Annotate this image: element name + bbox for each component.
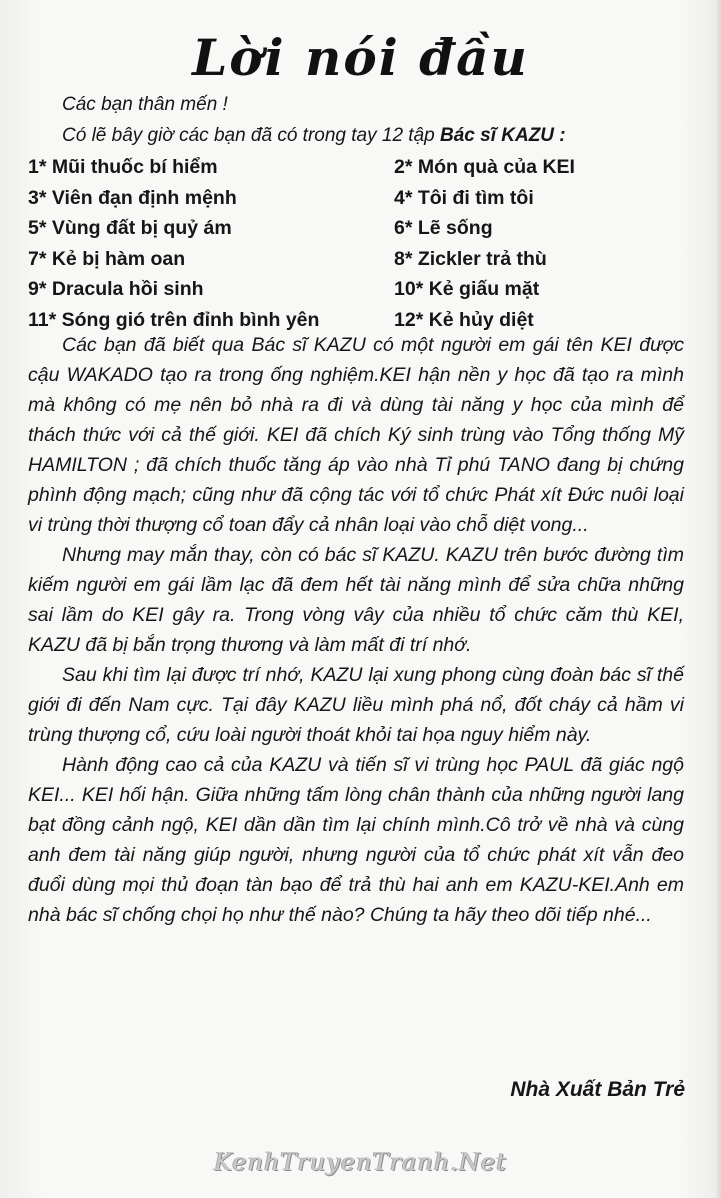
volume-item: 12* Kẻ hủy diệt [394, 308, 534, 331]
volume-item: 11* Sóng gió trên đỉnh bình yên [28, 308, 320, 331]
volume-item: 10* Kẻ giấu mặt [394, 278, 540, 300]
paragraph: Các bạn đã biết qua Bác sĩ KAZU có một người em gái tên KEI được cậu WAKADO tạo ra trong ống nghiệm.KEI hận nền y học đã tạo ra mình mà không có mẹ nên bỏ nhà ra đi và dùng tài năng y học của mình để thách thức với cả thế giới. KEI đã chích Ký sinh trùng vào Tổng thống Mỹ HAMILTON ; đã chích thuốc tăng áp vào nhà Tỉ phú TANO đang bị chứng phình động mạch; cũng như đã cộng tác với tổ chức Phát xít Đức nuôi loại vi trùng thời thượng cổ toan đẩy cả nhân loại vào chỗ diệt vong... [28, 334, 684, 536]
intro-line [62, 125, 566, 147]
scan-edge-shadow [715, 0, 721, 1198]
volume-item: 9* Dracula hồi sinh [28, 278, 204, 300]
volume-item: 7* Kẻ bị hàm oan [28, 247, 186, 270]
body-text [28, 330, 684, 930]
volume-list [28, 152, 708, 335]
publisher-signature: Nhà Xuất Bản Trẻ [510, 1078, 685, 1101]
paragraph: Sau khi tìm lại được trí nhớ, KAZU lại xung phong cùng đoàn bác sĩ thế giới đi đến Nam cực. Tại đây KAZU liều mình phá nổ, đốt cháy cả hầm vi trùng thượng cổ, cứu loài người thoát khỏi tai họa nguy hiểm này. [28, 664, 684, 746]
greeting: Các bạn thân mến ! [62, 94, 228, 115]
paragraph: Hành động cao cả của KAZU và tiến sĩ vi trùng học PAUL đã giác ngộ KEI... KEI hối hận. Giữa những tấm lòng chân thành của những người lang bạt đồng cảnh ngộ, KEI dần dần tìm lại chính mình.Cô trở về nhà và cùng anh đem tài năng giúp người, nhưng người của tổ chức phát xít vẫn đeo đuổi dùng mọi thủ đoạn tàn bạo để trả thù hai anh em KAZU-KEI.Anh em nhà bác sĩ chống chọi họ như thế nào? Chúng ta hãy theo dõi tiếp nhé... [28, 754, 684, 926]
volume-item: 3* Viên đạn định mệnh [28, 186, 237, 209]
site-watermark: KenhTruyenTranh.Net [214, 1148, 507, 1176]
volume-item: 2* Món quà của KEI [394, 156, 575, 178]
series-name: Bác sĩ KAZU : [440, 125, 566, 146]
volume-item: 5* Vùng đất bị quỷ ám [28, 217, 232, 239]
volume-item: 1* Mũi thuốc bí hiểm [28, 156, 218, 178]
volume-item: 8* Zickler trả thù [394, 247, 547, 270]
volume-item: 4* Tôi đi tìm tôi [394, 186, 534, 209]
volume-item: 6* Lẽ sống [394, 217, 493, 239]
page-title: Lời nói đầu [192, 28, 529, 87]
paragraph: Nhưng may mắn thay, còn có bác sĩ KAZU. KAZU trên bước đường tìm kiếm người em gái lầm lạc đã đem hết tài năng mình để sửa chữa những sai lầm do KEI gây ra. Trong vòng vây của nhiều tổ chức căm thù KEI, KAZU đã bị bắn trọng thương và làm mất đi trí nhớ. [28, 544, 684, 656]
intro-text: Có lẽ bây giờ các bạn đã có trong tay 12 tập [62, 125, 440, 146]
